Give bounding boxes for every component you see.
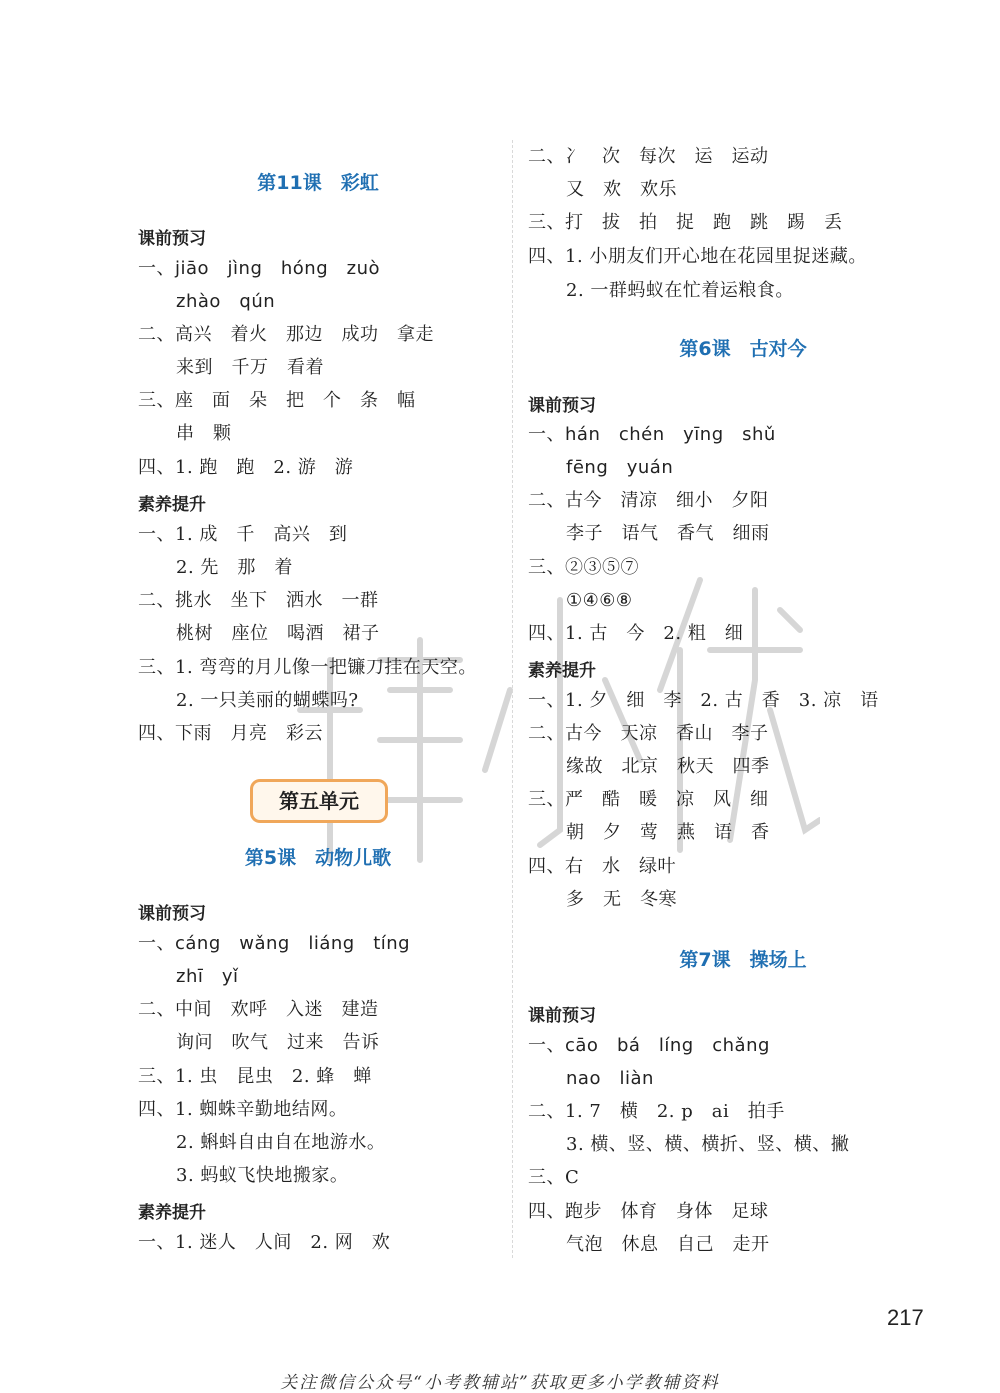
section-preview: 课前预习 [528, 396, 596, 416]
answer-line: 气泡 休息 自己 走开 [566, 1234, 770, 1255]
answer-line: 2. 蝌蚪自由自在地游水。 [176, 1132, 386, 1153]
section-preview: 课前预习 [528, 1006, 596, 1026]
answer-line: ①④⑥⑧ [566, 590, 633, 611]
answer-line: 一、cáng wǎng liáng tíng [138, 933, 411, 954]
section-improve: 素养提升 [528, 661, 596, 681]
page-number: 217 [887, 1305, 924, 1330]
answer-line: 四、1. 小朋友们开心地在花园里捉迷藏。 [528, 246, 867, 267]
answer-line: 一、1. 迷人 人间 2. 网 欢 [138, 1232, 391, 1253]
answer-line: 二、挑水 坐下 洒水 一群 [138, 590, 379, 611]
answer-line: zhào qún [176, 291, 276, 312]
answer-line: fēng yuán [566, 457, 674, 478]
answer-line: 2. 一群蚂蚁在忙着运粮食。 [566, 280, 794, 301]
answer-line: 二、高兴 着火 那边 成功 拿走 [138, 324, 434, 345]
answer-line: 缘故 北京 秋天 四季 [566, 756, 770, 777]
answer-line: 一、hán chén yīng shǔ [528, 424, 776, 445]
answer-line: 三、严 酷 暖 凉 风 细 [528, 789, 769, 810]
answer-line: 又 欢 欢乐 [566, 179, 677, 200]
answer-line: zhī yǐ [176, 966, 239, 987]
answer-line: 朝 夕 莺 燕 语 香 [566, 822, 770, 843]
footer-note: 关注微信公众号“小考教辅站”获取更多小学教辅资料 [280, 1373, 720, 1393]
answer-line: 四、右 水 绿叶 [528, 856, 676, 877]
section-preview: 课前预习 [138, 904, 206, 924]
answer-line: 李子 语气 香气 细雨 [566, 523, 770, 544]
answer-line: 多 无 冬寒 [566, 889, 677, 910]
answer-line: 二、冫 次 每次 运 运动 [528, 146, 769, 167]
answer-line: 2. 一只美丽的蝴蝶吗? [176, 690, 359, 711]
answer-line: 桃树 座位 喝酒 裙子 [176, 623, 380, 644]
lesson-5-title: 第5课 动物儿歌 [244, 847, 392, 869]
answer-line: 三、座 面 朵 把 个 条 幅 [138, 390, 416, 411]
lesson-7-title: 第7课 操场上 [679, 949, 807, 971]
answer-line: 三、C [528, 1167, 580, 1188]
unit-badge: 第五单元 [250, 779, 388, 823]
answer-line: 一、jiāo jìng hóng zuò [138, 258, 381, 279]
answer-line: 二、古今 天凉 香山 李子 [528, 723, 769, 744]
answer-line: 四、1. 古 今 2. 粗 细 [528, 623, 744, 644]
section-preview: 课前预习 [138, 229, 206, 249]
answer-line: 四、1. 蜘蛛辛勤地结网。 [138, 1099, 348, 1120]
answer-line: 来到 千万 看着 [176, 357, 324, 378]
answer-line: 四、跑步 体育 身体 足球 [528, 1201, 769, 1222]
answer-line: 2. 先 那 着 [176, 557, 293, 578]
answer-line: 二、古今 清凉 细小 夕阳 [528, 490, 769, 511]
answer-line: 串 颗 [176, 423, 232, 444]
answer-line: 询问 吹气 过来 告诉 [176, 1032, 380, 1053]
answer-line: nao liàn [566, 1068, 654, 1089]
answer-line: 3. 蚂蚁飞快地搬家。 [176, 1165, 349, 1186]
answer-line: 3. 横、竖、横、横折、竖、横、撇 [566, 1134, 850, 1155]
answer-line: 二、中间 欢呼 入迷 建造 [138, 999, 379, 1020]
section-improve: 素养提升 [138, 1203, 206, 1223]
answer-line: 二、1. 7 横 2. p ai 拍手 [528, 1101, 785, 1122]
answer-line: 四、1. 跑 跑 2. 游 游 [138, 457, 354, 478]
answer-line: 三、②③⑤⑦ [528, 557, 639, 578]
answer-line: 三、1. 弯弯的月儿像一把镰刀挂在天空。 [138, 657, 477, 678]
section-improve: 素养提升 [138, 495, 206, 515]
answer-line: 一、cāo bá líng chǎng [528, 1035, 770, 1056]
answer-line: 四、下雨 月亮 彩云 [138, 723, 323, 744]
answer-line: 三、打 拔 拍 捉 跑 跳 踢 丢 [528, 212, 843, 233]
lesson-6-title: 第6课 古对今 [679, 338, 807, 360]
column-divider [512, 140, 513, 1258]
answer-line: 一、1. 成 千 高兴 到 [138, 524, 348, 545]
answer-line: 三、1. 虫 昆虫 2. 蜂 蝉 [138, 1066, 372, 1087]
answer-line: 一、1. 夕 细 李 2. 古 香 3. 凉 语 [528, 690, 879, 711]
lesson-11-title: 第11课 彩虹 [257, 172, 379, 194]
